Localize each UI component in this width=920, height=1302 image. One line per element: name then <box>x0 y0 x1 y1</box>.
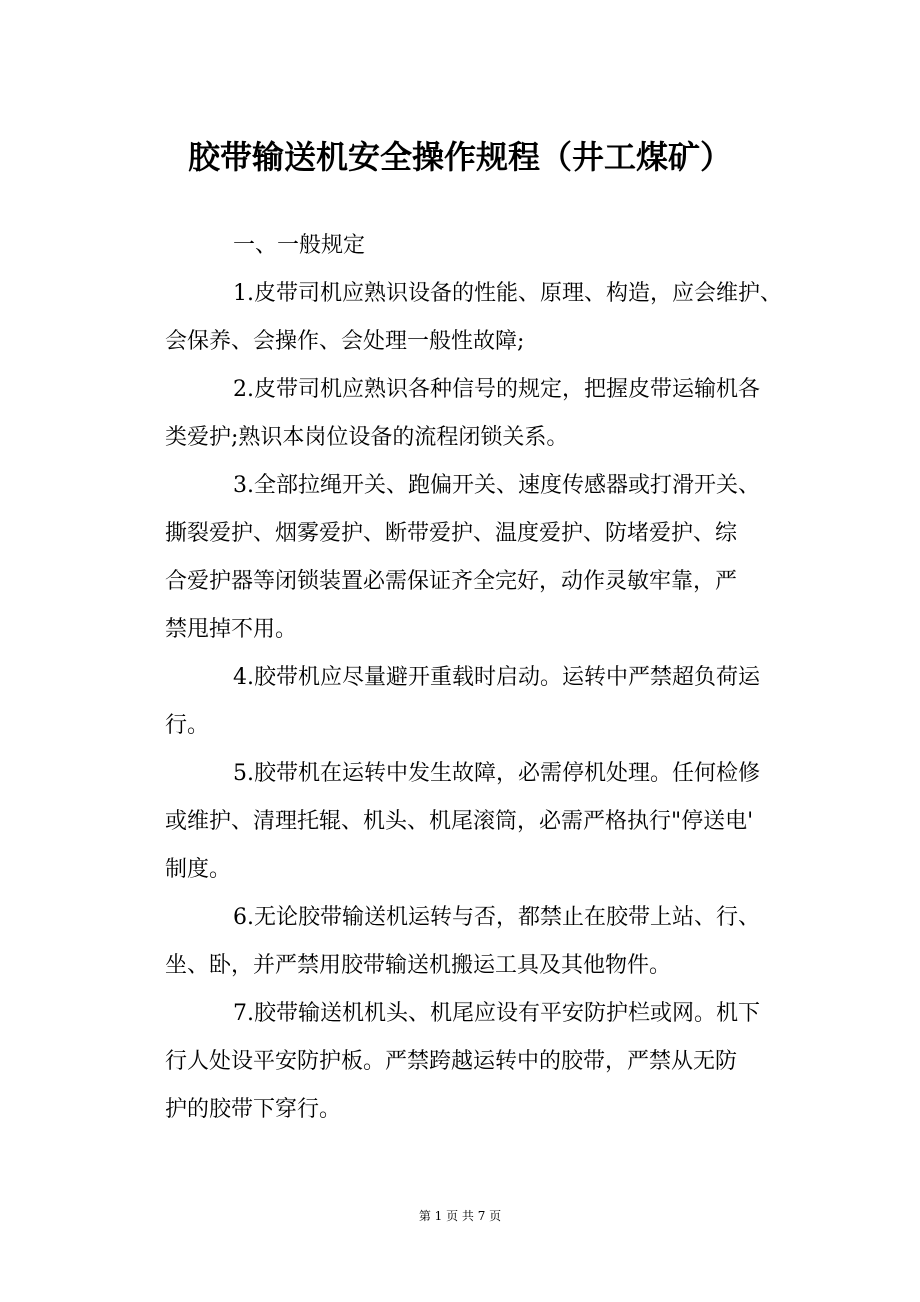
paragraph-5-line-3: 制度。 <box>165 857 232 882</box>
paragraph-3-line-3: 合爱护器等闭锁装置必需保证齐全完好，动作灵敏牢靠，严 <box>165 569 738 594</box>
paragraph-2-line-1: 2.皮带司机应熟识各种信号的规定，把握皮带运输机各 <box>233 377 760 402</box>
paragraph-6-line-1: 6.无论胶带输送机运转与否，都禁止在胶带上站、行、 <box>233 905 760 930</box>
paragraph-4-line-2: 行。 <box>165 713 210 738</box>
paragraph-6-line-2: 坐、卧，并严禁用胶带输送机搬运工具及其他物件。 <box>165 953 672 978</box>
paragraph-3-line-1: 3.全部拉绳开关、跑偏开关、速度传感器或打滑开关、 <box>233 473 760 498</box>
paragraph-2-line-2: 类爱护;熟识本岗位设备的流程闭锁关系。 <box>165 425 569 450</box>
paragraph-5-line-1: 5.胶带机在运转中发生故障，必需停机处理。任何检修 <box>233 761 760 786</box>
page-title: 胶带输送机安全操作规程（井工煤矿） <box>187 138 732 176</box>
paragraph-1-line-2: 会保养、会操作、会处理一般性故障; <box>165 329 525 354</box>
document-body <box>165 232 815 1124</box>
paragraph-7-line-2: 行人处设平安防护板。严禁跨越运转中的胶带，严禁从无防 <box>165 1049 738 1074</box>
paragraph-5-line-2: 或维护、清理托辊、机头、机尾滚筒，必需严格执行"停送电' <box>165 809 754 834</box>
paragraph-4-line-1: 4.胶带机应尽量避开重载时启动。运转中严禁超负荷运 <box>233 665 760 690</box>
paragraph-7-line-3: 护的胶带下穿行。 <box>165 1097 342 1122</box>
section-heading: 一、一般规定 <box>233 233 366 258</box>
paragraph-3-line-2: 撕裂爱护、烟雾爱护、断带爱护、温度爱护、防堵爱护、综 <box>165 521 738 546</box>
paragraph-1-line-1: 1.皮带司机应熟识设备的性能、原理、构造，应会维护、 <box>233 281 782 306</box>
paragraph-3-line-4: 禁甩掉不用。 <box>165 617 298 642</box>
paragraph-7-line-1: 7.胶带输送机机头、机尾应设有平安防护栏或网。机下 <box>233 1001 760 1026</box>
page-number-footer: 第 1 页 共 7 页 <box>418 1209 502 1223</box>
